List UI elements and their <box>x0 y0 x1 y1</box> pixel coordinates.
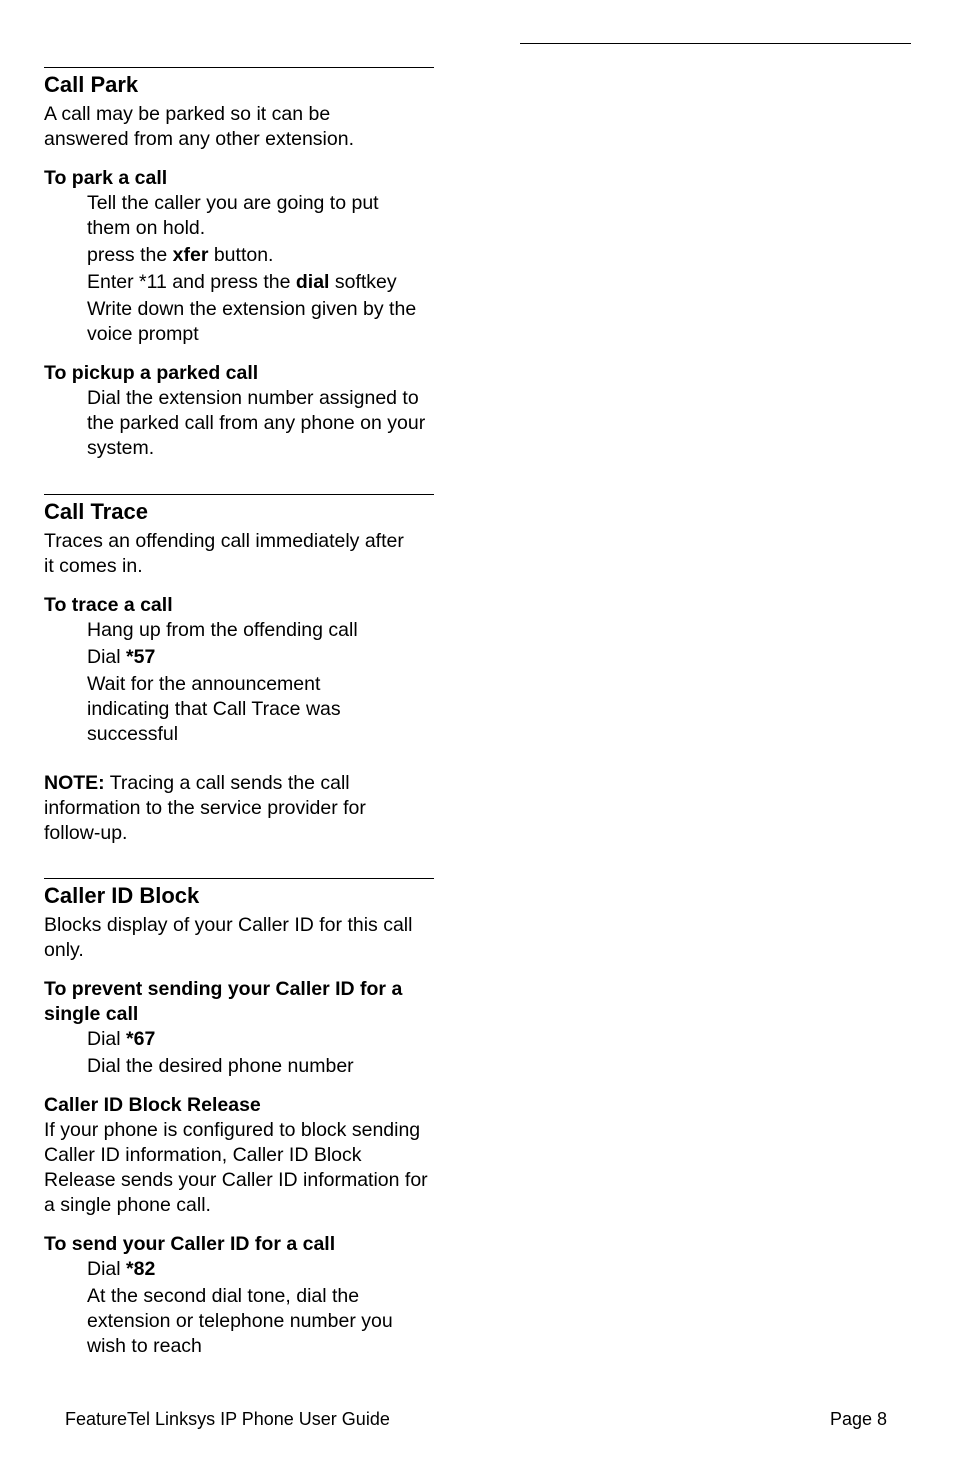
prevent-step-2: Dial the desired phone number <box>87 1055 354 1077</box>
pickup-call-title: To pickup a parked call <box>44 362 259 384</box>
call-park-rule <box>44 67 434 68</box>
call-park-intro: A call may be parked so it can be answered from any other extension. <box>44 103 355 150</box>
release-title: Caller ID Block Release <box>44 1094 261 1116</box>
call-trace-rule <box>44 494 434 495</box>
trace-step-3: Wait for the announcement indicating that Call Trace was successful <box>87 673 341 745</box>
call-trace-section <box>44 499 436 846</box>
call-trace-intro: Traces an offending call immediately after it comes in. <box>44 530 404 577</box>
trace-step-2: Dial *57 <box>87 646 156 668</box>
send-step-2: At the second dial tone, dial the extension or telephone number you wish to reach <box>87 1285 393 1357</box>
release-text: If your phone is configured to block sending Caller ID information, Caller ID Block Release sends your Caller ID information for a single phone call. <box>44 1119 428 1216</box>
trace-step-1: Hang up from the offending call <box>87 619 358 641</box>
prevent-step-1: Dial *67 <box>87 1028 156 1050</box>
park-step-4: Write down the extension given by the voice prompt <box>87 298 417 345</box>
prevent-caller-id-title: To prevent sending your Caller ID for a single call <box>44 978 403 1025</box>
park-call-title: To park a call <box>44 167 168 189</box>
top-right-rule <box>520 43 911 44</box>
park-step-2: press the xfer button. <box>87 244 274 266</box>
footer-page-number: Page 8 <box>830 1409 888 1429</box>
call-trace-note: NOTE: Tracing a call sends the call information to the service provider for follow-up. <box>44 772 366 844</box>
park-step-1: Tell the caller you are going to put them on hold. <box>87 192 379 239</box>
call-park-heading: Call Park <box>44 72 139 97</box>
footer-title: FeatureTel Linksys IP Phone User Guide <box>65 1409 390 1429</box>
pickup-step-1: Dial the extension number assigned to the parked call from any phone on your system. <box>87 387 426 459</box>
caller-id-block-rule <box>44 878 434 879</box>
park-step-3: Enter *11 and press the dial softkey <box>87 271 397 293</box>
trace-call-title: To trace a call <box>44 594 173 616</box>
call-trace-heading: Call Trace <box>44 499 148 524</box>
caller-id-block-heading: Caller ID Block <box>44 883 200 908</box>
call-park-section <box>44 72 436 461</box>
send-caller-id-title: To send your Caller ID for a call <box>44 1233 336 1255</box>
caller-id-block-intro: Blocks display of your Caller ID for this call only. <box>44 914 413 961</box>
caller-id-block-section <box>44 883 436 1359</box>
send-step-1: Dial *82 <box>87 1258 156 1280</box>
